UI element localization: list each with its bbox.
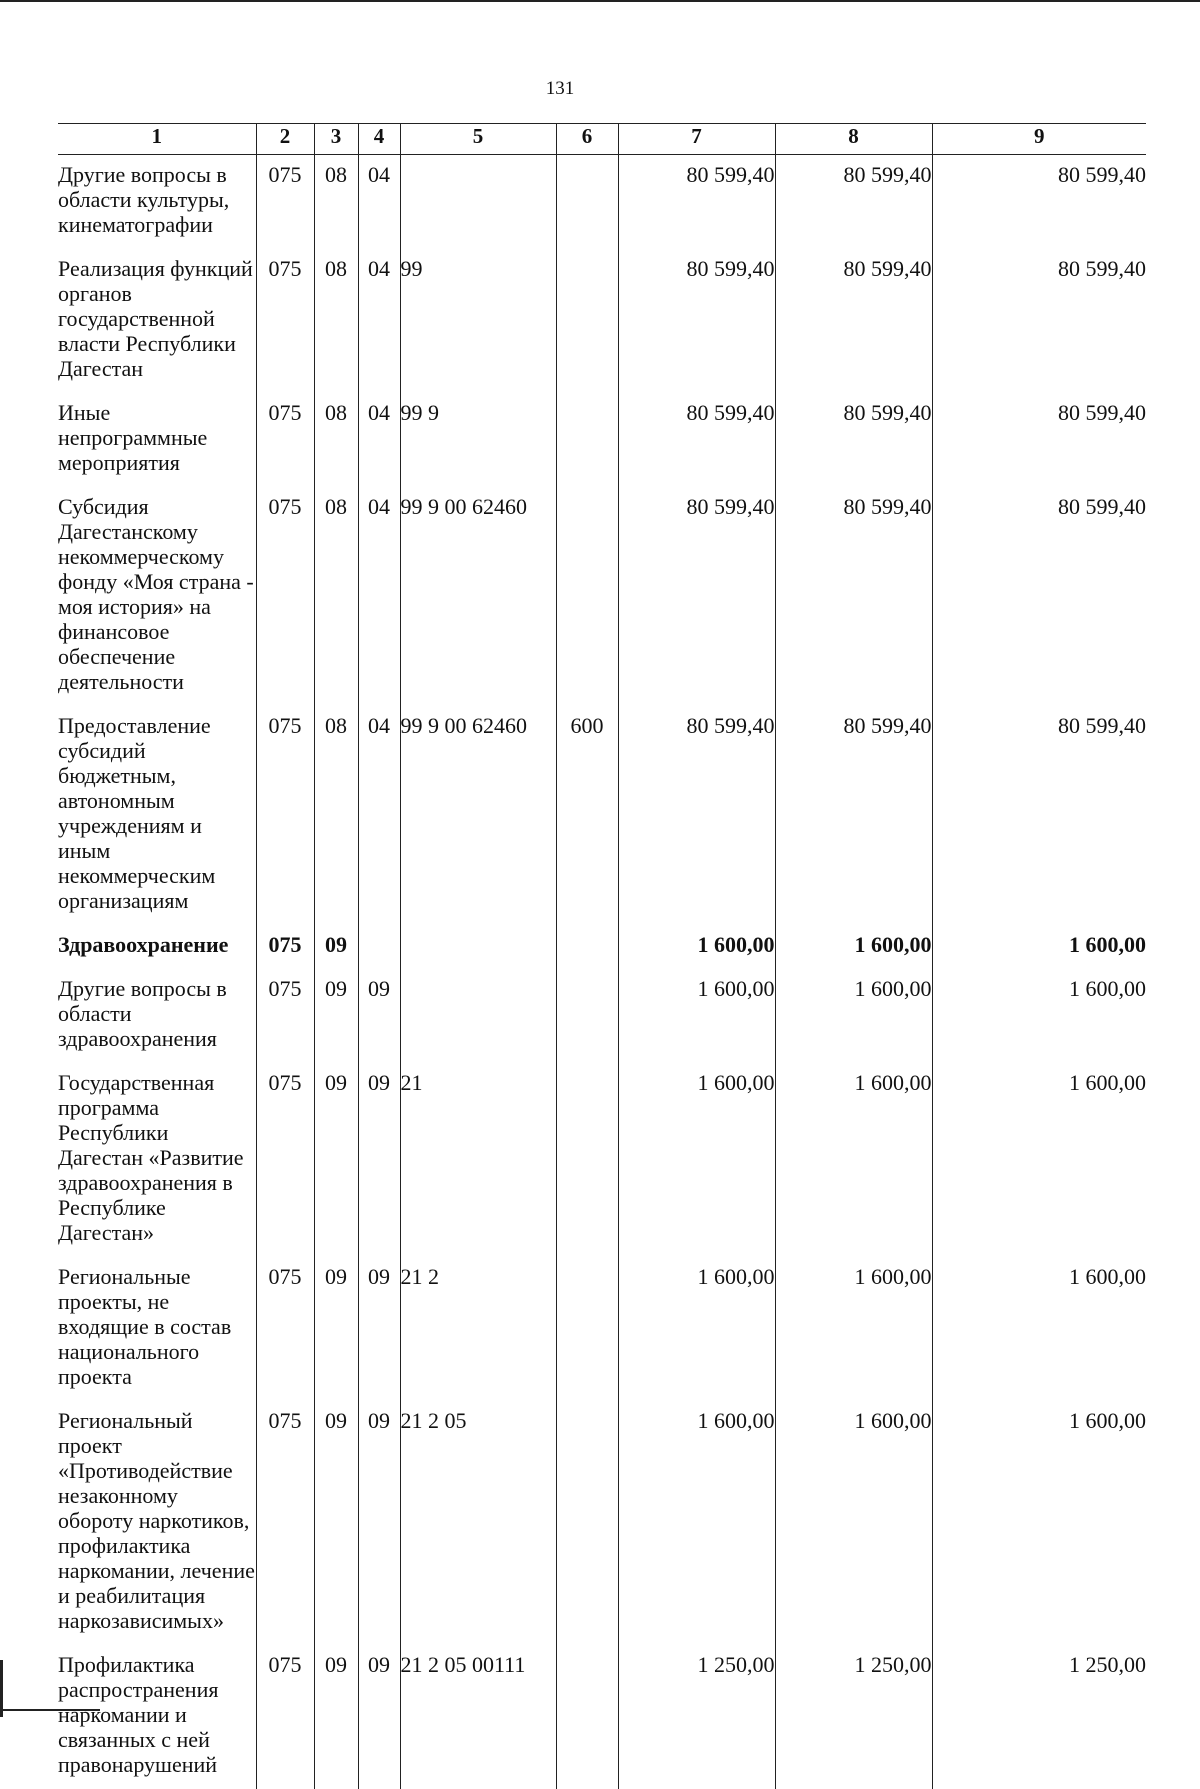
table-row [58, 1645, 1146, 1789]
col5-code: 21 [400, 1063, 556, 1257]
header-row [58, 124, 1146, 155]
col2-code: 075 [256, 1063, 314, 1257]
row-name: Профилактика распространения наркомании и связанных с ней правонарушений [58, 1645, 256, 1789]
col3-code: 09 [314, 1063, 358, 1257]
col3-code: 09 [314, 1645, 358, 1789]
row-name: Другие вопросы в области здравоохранения [58, 969, 256, 1063]
col5-code [400, 155, 556, 250]
col4-code: 04 [358, 706, 400, 925]
col8-amount: 80 599,40 [775, 155, 932, 250]
col9-amount: 80 599,40 [932, 706, 1146, 925]
table-body [58, 155, 1146, 1789]
col3-code: 09 [314, 925, 358, 969]
col9-amount: 1 250,00 [932, 1645, 1146, 1789]
row-name: Другие вопросы в области культуры, кинематографии [58, 155, 256, 250]
col2-code: 075 [256, 487, 314, 706]
col6-code [556, 1063, 618, 1257]
col7-amount: 1 600,00 [618, 1063, 775, 1257]
col4-code: 09 [358, 1063, 400, 1257]
col4-code: 09 [358, 1645, 400, 1789]
col8-amount: 1 600,00 [775, 1257, 932, 1401]
col3-code: 08 [314, 249, 358, 393]
col7-amount: 1 600,00 [618, 1257, 775, 1401]
col2-code: 075 [256, 155, 314, 250]
header-col-1: 1 [58, 124, 256, 155]
table-row [58, 1257, 1146, 1401]
col4-code: 09 [358, 969, 400, 1063]
col7-amount: 1 600,00 [618, 1401, 775, 1645]
col3-code: 08 [314, 155, 358, 250]
col7-amount: 1 250,00 [618, 1645, 775, 1789]
col9-amount: 80 599,40 [932, 155, 1146, 250]
col8-amount: 1 250,00 [775, 1645, 932, 1789]
header-col-4: 4 [358, 124, 400, 155]
budget-table [58, 123, 1146, 1789]
col3-code: 09 [314, 1401, 358, 1645]
col4-code: 09 [358, 1401, 400, 1645]
col7-amount: 1 600,00 [618, 969, 775, 1063]
col5-code: 99 [400, 249, 556, 393]
col8-amount: 1 600,00 [775, 969, 932, 1063]
table-row [58, 925, 1146, 969]
col2-code: 075 [256, 393, 314, 487]
header-col-3: 3 [314, 124, 358, 155]
row-name: Иные непрограммные мероприятия [58, 393, 256, 487]
col7-amount: 80 599,40 [618, 155, 775, 250]
col8-amount: 1 600,00 [775, 925, 932, 969]
table-row [58, 969, 1146, 1063]
col6-code [556, 969, 618, 1063]
table-row [58, 1063, 1146, 1257]
col3-code: 08 [314, 487, 358, 706]
table-row [58, 1401, 1146, 1645]
col8-amount: 1 600,00 [775, 1063, 932, 1257]
col9-amount: 80 599,40 [932, 393, 1146, 487]
col9-amount: 1 600,00 [932, 969, 1146, 1063]
col6-code [556, 1257, 618, 1401]
col8-amount: 80 599,40 [775, 393, 932, 487]
col7-amount: 1 600,00 [618, 925, 775, 969]
col5-code: 99 9 00 62460 [400, 706, 556, 925]
header-col-6: 6 [556, 124, 618, 155]
col5-code: 99 9 [400, 393, 556, 487]
col4-code: 04 [358, 487, 400, 706]
col8-amount: 80 599,40 [775, 249, 932, 393]
col9-amount: 80 599,40 [932, 487, 1146, 706]
col5-code: 21 2 [400, 1257, 556, 1401]
col6-code [556, 487, 618, 706]
col2-code: 075 [256, 706, 314, 925]
table-row [58, 487, 1146, 706]
col6-code: 600 [556, 706, 618, 925]
col6-code [556, 249, 618, 393]
table-row [58, 155, 1146, 250]
row-name: Реализация функций органов государственной власти Республики Дагестан [58, 249, 256, 393]
col2-code: 075 [256, 1401, 314, 1645]
col5-code: 21 2 05 00111 [400, 1645, 556, 1789]
col2-code: 075 [256, 1257, 314, 1401]
col7-amount: 80 599,40 [618, 249, 775, 393]
header-col-7: 7 [618, 124, 775, 155]
header-col-9: 9 [932, 124, 1146, 155]
col3-code: 08 [314, 393, 358, 487]
col6-code [556, 155, 618, 250]
col3-code: 08 [314, 706, 358, 925]
page-number: 131 [490, 78, 630, 100]
col4-code: 04 [358, 249, 400, 393]
row-name: Предоставление субсидий бюджетным, автономным учреждениям и иным некоммерческим организациям [58, 706, 256, 925]
col9-amount: 1 600,00 [932, 1401, 1146, 1645]
row-name: Государственная программа Республики Дагестан «Развитие здравоохранения в Республике Дагестан» [58, 1063, 256, 1257]
col4-code [358, 925, 400, 969]
row-name: Региональный проект «Противодействие незаконному обороту наркотиков, профилактика наркомании, лечение и реабилитация наркозависимых» [58, 1401, 256, 1645]
header-col-2: 2 [256, 124, 314, 155]
col7-amount: 80 599,40 [618, 487, 775, 706]
col5-code: 21 2 05 [400, 1401, 556, 1645]
col9-amount: 80 599,40 [932, 249, 1146, 393]
col7-amount: 80 599,40 [618, 706, 775, 925]
col8-amount: 80 599,40 [775, 487, 932, 706]
header-col-5: 5 [400, 124, 556, 155]
col5-code [400, 925, 556, 969]
col2-code: 075 [256, 249, 314, 393]
col4-code: 04 [358, 393, 400, 487]
col6-code [556, 1401, 618, 1645]
col8-amount: 80 599,40 [775, 706, 932, 925]
row-name: Здравоохранение [58, 925, 256, 969]
table-row [58, 706, 1146, 925]
col6-code [556, 925, 618, 969]
col9-amount: 1 600,00 [932, 925, 1146, 969]
col5-code [400, 969, 556, 1063]
col8-amount: 1 600,00 [775, 1401, 932, 1645]
col9-amount: 1 600,00 [932, 1063, 1146, 1257]
col6-code [556, 1645, 618, 1789]
col2-code: 075 [256, 1645, 314, 1789]
table-row [58, 393, 1146, 487]
col4-code: 09 [358, 1257, 400, 1401]
row-name: Региональные проекты, не входящие в состав национального проекта [58, 1257, 256, 1401]
col7-amount: 80 599,40 [618, 393, 775, 487]
col3-code: 09 [314, 969, 358, 1063]
row-name: Субсидия Дагестанскому некоммерческому фонду «Моя страна - моя история» на финансовое обеспечение деятельности [58, 487, 256, 706]
col5-code: 99 9 00 62460 [400, 487, 556, 706]
col6-code [556, 393, 618, 487]
col9-amount: 1 600,00 [932, 1257, 1146, 1401]
header-col-8: 8 [775, 124, 932, 155]
col3-code: 09 [314, 1257, 358, 1401]
table-header [58, 124, 1146, 155]
col2-code: 075 [256, 925, 314, 969]
top-rule [0, 0, 1200, 2]
col4-code: 04 [358, 155, 400, 250]
col2-code: 075 [256, 969, 314, 1063]
table-row [58, 249, 1146, 393]
